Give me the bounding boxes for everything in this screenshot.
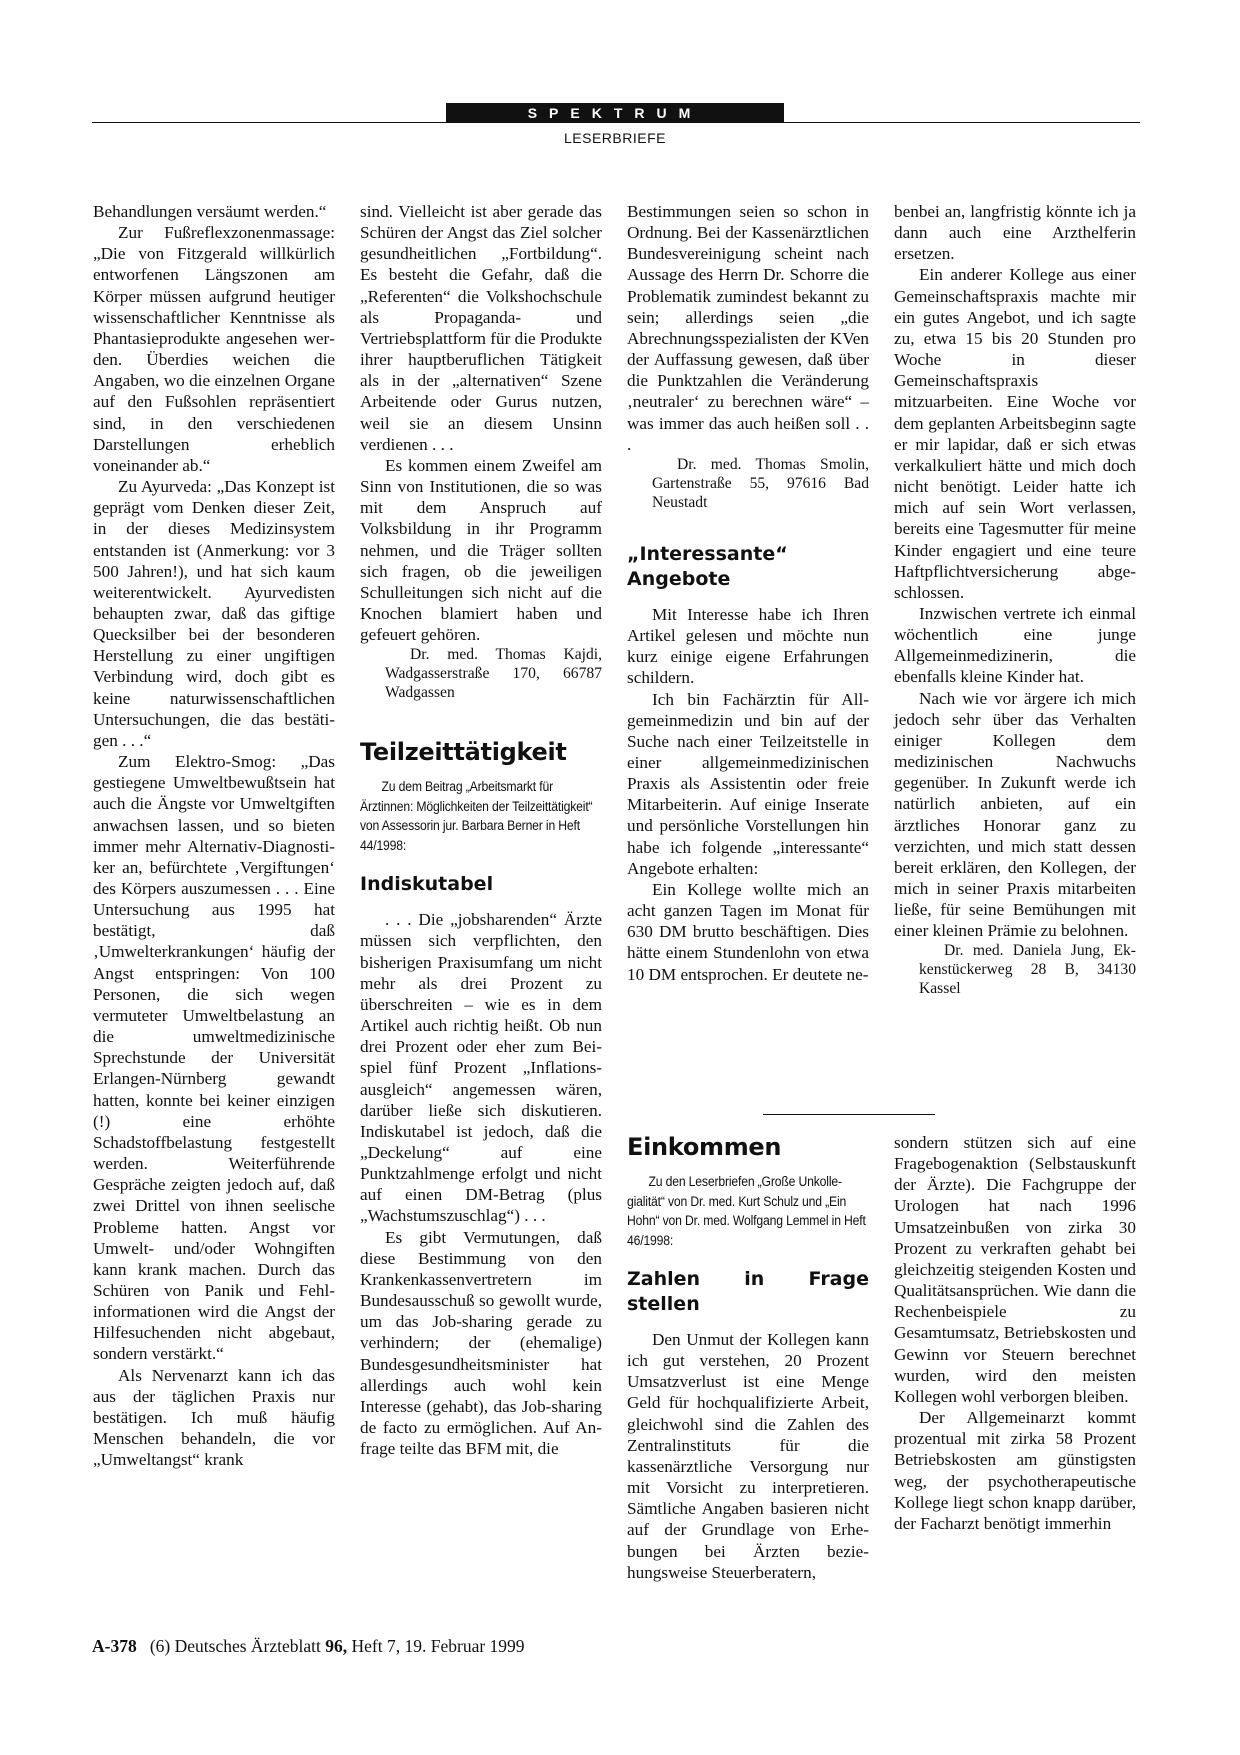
paragraph: Zum Elektro-Smog: „Das gestiegene Umweltbewußtsein hat auch die Ängste vor Umweltgiften anwachsen lassen, und so bieten immer mehr Alternativ-Diagnostiker an, befürchtete ‚Vergiftungen‘ des Körpers auszumessen . . . Eine Untersuchung aus 1995 hat bestätigt, daß ‚Umwelterkrankungen‘ häufig der Angst entspringen: Von 100 Personen, die sich wegen vermuteter Umweltbelastung an die umweltmedizinische Sprechstunde der Universität Erlangen-Nürnberg gewandt hatten, konnte bei keiner einzigen (!) eine erhöhte Schadstoffbelastung festgestellt werden. Weiterführende Gespräche zeigten jedoch auf, daß zwei Drittel von ihnen seelische Probleme hatten. Angst vor Umwelt- und/oder Wohngiften kann krank machen. Durch das Schüren von Panik und Fehlinformationen wird die Angst der Hilfesuchenden nicht abgebaut, sondern verstärkt.“ [93, 752, 335, 1364]
letter-signature: Dr. med. Thomas Smolin, Gartenstraße 55, 97616 Bad Neustadt [652, 455, 869, 511]
article-intro: Zu den Leserbriefen „Große Unkollegialität“ von Dr. med. Kurt Schulz und „Ein Hohn“ von Dr. med. Wolfgang Lemmel in Heft 46/1998: [627, 1174, 866, 1249]
paragraph: . . . Die „jobsharenden“ Ärzte müssen sich verpflichten, den bisherigen Praxisumfang um nicht mehr als drei Prozent zu überschreiten – wie es in dem Artikel auch richtig heißt. Ob nun drei Prozent oder eher zum Beispiel fünf Prozent „Inflationsausgleich“ angemessen wären, darüber ließe sich diskutieren. Indiskutabel ist jedoch, daß die „Deckelung“ auf eine Punktzahlmenge erfolgt und nicht auf einen DM-Betrag (plus „Wachstumszuschlag“) . . . [360, 910, 602, 1226]
column-4 [894, 201, 1136, 998]
page-footer [92, 1636, 525, 1657]
letter-heading-line-2: Angebote [627, 567, 731, 590]
letter-heading: Zahlen in Frage stellen [627, 1268, 869, 1315]
column-3 [627, 201, 869, 985]
paragraph: benbei an, langfristig könnte ich ja dann auch eine Arzthelferin ersetzen. [894, 202, 1136, 264]
paragraph: Es gibt Vermutungen, daß diese Bestimmung von den Krankenkassenvertretern im Bundesausschuß so gewollt wurde, um das Job-sharing gerade zu verhindern; der (ehemalige) Bundesgesundheitsminister hat allerdings auch wohl kein Interesse (gehabt), das Job-sharing de facto zu ermöglichen. Auf Anfrage teilte das BFM mit, die [360, 1227, 602, 1459]
paragraph: Nach wie vor ärgere ich mich jedoch sehr über das Verhalten einiger Kollegen dem medizinischen Nachwuchs gegenüber. In Zukunft werde ich natürlich anbieten, auf ein ärztliches Honorar ganz zu verzichten, und mich statt dessen bereit erklären, den Kollegen, der mich in seiner Praxis mitarbeiten ließe, für seine Bemühungen mit einer kleinen Prämie zu belohnen. [894, 688, 1136, 941]
section-divider [763, 1114, 935, 1115]
header-rule [92, 122, 1140, 123]
paragraph: sind. Vielleicht ist aber gerade das Schüren der Angst das Ziel solcher gesundheitlichen „Fortbildung“. Es besteht die Gefahr, daß die „Referenten“ die Volkshochschule als Propaganda- und Vertriebsplattform für die Produkte ihrer hauptberuflichen Tätigkeit als in der „alternativen“ Szene Arbeitende oder Gurus nutzen, weil sie an diesem Unsinn verdienen . . . [360, 202, 602, 454]
subsection-label: LESERBRIEFE [564, 130, 666, 146]
column-2 [360, 201, 602, 1459]
paragraph: Es kommen einem Zweifel am Sinn von Institutionen, die so was mit dem Anspruch auf Volksbildung in ihr Programm nehmen, und die Träger sollten sich fragen, ob die jeweiligen Schulleitungen sich nicht auf die Knochen blamiert haben und gefeuert gehören. [360, 455, 602, 645]
paragraph: sondern stützen sich auf eine Fragebogenaktion (Selbstauskunft der Ärzte). Die Fachgruppe der Urologen hat nach 1996 Umsatzeinbußen von zirka 30 Prozent zu verkraften gehabt bei gleichzeitig steigenden Kosten und Qualitätsansprüchen. Wie dann die Rechenbeispiele zu Gesamtumsatz, Betriebskosten und Gewinn vor Steuern berechnet wurden, wird den meisten Kollegen wohl verborgen bleiben. [894, 1133, 1137, 1406]
letter-heading-line-1: „Interessante“ [627, 542, 788, 565]
paragraph: Inzwischen vertrete ich einmal wöchentlich eine junge Allgemeinmedizinerin, die ebenfalls kleine Kinder hat. [894, 603, 1136, 687]
letter-heading: Indiskutabel [360, 873, 494, 896]
journal-volume: 96, [325, 1636, 348, 1656]
section-banner: SPEKTRUM [446, 103, 784, 123]
einkommen-column-right [894, 1132, 1136, 1534]
paragraph: Ich bin Fachärztin für Allgemeinmedizin und bin auf der Suche nach einer Teilzeitstelle in einer allgemeinmedizinischen Praxis als Assistentin oder freie Mitarbeiterin. Auf einige Inserate und persönliche Vorstellungen hin habe ich folgende „interessante“ Angebote erhalten: [627, 689, 869, 878]
page-number: A-378 [92, 1636, 137, 1656]
column-1 [93, 201, 335, 1470]
page-header [0, 0, 1240, 150]
paragraph: Ein anderer Kollege aus einer Gemeinschaftspraxis machte mir ein gutes Angebot, und ich sagte zu, etwa 15 bis 20 Stunden pro Woche in dieser Gemeinschaftspraxis mitzuarbeiten. Eine Woche vor dem geplanten Arbeitsbeginn sagte er mir lapidar, daß er sich etwas verkalkuliert hätte und mich doch nicht benötigt. Leider hatte ich mich auf sein Wort verlassen, bereits eine Tagesmutter für meine Kinder engagiert und eine teure Haftpflichtversicherung abgeschlossen. [894, 265, 1136, 602]
paragraph: Zu Ayurveda: „Das Konzept ist geprägt vom Denken dieser Zeit, in der dieses Medizinsystem entstanden ist (Anmerkung: vor 3 500 Jahren!), und hat sich kaum weiterentwickelt. Ayurvedisten behaupten zwar, daß das giftige Quecksilber bei der besonderen Herstellung zu einer ungiftigen Verbindung wird, doch gibt es keine naturwissenschaftlichen Untersuchungen, die das bestätigen . . .“ [93, 477, 335, 750]
paragraph: Behandlungen versäumt werden.“ [93, 202, 327, 221]
paragraph: Mit Interesse habe ich Ihren Artikel gelesen und möchte nun kurz einige eigene Erfahrungen schildern. [627, 604, 869, 688]
journal-citation-prefix: (6) Deutsches Ärzteblatt [149, 1636, 326, 1656]
article-intro: Zu dem Beitrag „Arbeitsmarkt für Ärztinnen: Möglichkeiten der Teilzeittätigkeit“ von Assessorin jur. Barbara Berner in Heft 44/1998: [360, 779, 593, 854]
letter-heading [627, 542, 869, 592]
letter-signature: Dr. med. Daniela Jung, Ekkenstückerweg 28 B, 34130 Kassel [919, 942, 1136, 998]
paragraph: Der Allgemeinarzt kommt prozentual mit zirka 58 Prozent Betriebskosten am günstigsten weg, der psychotherapeutische Kollege liegt schon knapp darüber, der Facharzt benötigt immerhin [894, 1408, 1136, 1533]
paragraph: Zur Fußreflexzonenmassage: „Die von Fitzgerald willkürlich entworfenen Längszonen am Körper müssen aufgrund heutiger wissenschaftlicher Kenntnisse als Phantasieprodukte angesehen werden. Überdies weichen die Angaben, wo die einzelnen Organe auf den Fußsohlen repräsentiert sind, in den verschiedenen Darstellungen erheblich voneinander ab.“ [93, 223, 335, 475]
paragraph: Den Unmut der Kollegen kann ich gut verstehen, 20 Prozent Umsatzverlust ist eine Menge Geld für hochqualifizierte Arbeit, gleichwohl sind die Zahlen des Zentralinstituts für die kassenärztliche Versorgung nur mit Vorsicht zu interpretieren. Sämtliche Angaben basieren nicht auf der Grundlage von Erhebungen bei Ärzten beziehungsweise Steuerberatern, [627, 1330, 869, 1582]
paragraph: Bestimmungen seien so schon in Ordnung. Bei der Kassenärztlichen Bundesvereinigung scheint nach Aussage des Herrn Dr. Schorre die Problematik zumindest bekannt zu sein; allerdings seien „die Abrechnungsspezialisten der KVen der Auffassung gewesen, daß über die Punktzahlen die Veränderung ‚neutraler‘ zu berechnen wäre“ – was immer das auch heißen soll . . . [627, 202, 869, 454]
paragraph: Als Nervenarzt kann ich das aus der täglichen Praxis nur bestätigen. Ich muß häufig Menschen behandeln, die vor „Umweltangst“ krank [93, 1365, 335, 1470]
article-heading: Einkommen [627, 1133, 782, 1161]
article-heading: Teilzeittätigkeit [360, 738, 567, 767]
letter-signature: Dr. med. Thomas Kajdi, Wadgasserstraße 170, 66787 Wadgassen [385, 646, 602, 702]
einkommen-column-left [627, 1133, 869, 1583]
paragraph: Ein Kollege wollte mich an acht ganzen Tagen im Monat für 630 DM brutto beschäftigen. Dies hätte einem Stundenlohn von etwa 10 DM entsprochen. Er deutete ne- [627, 879, 869, 984]
journal-citation-suffix: Heft 7, 19. Februar 1999 [347, 1636, 525, 1656]
